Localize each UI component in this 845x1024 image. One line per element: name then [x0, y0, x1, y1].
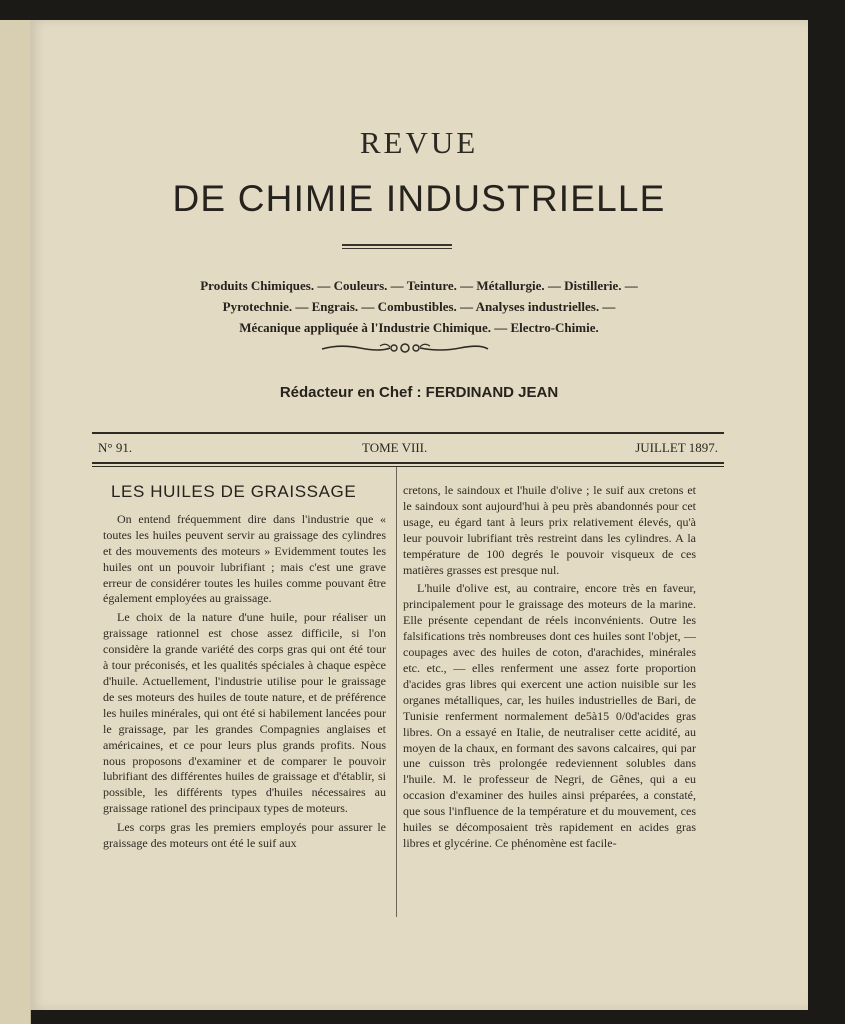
topics-line: Produits Chimiques. — Couleurs. — Teinture. — Métallurgie. — Distillerie. — — [200, 278, 638, 293]
article-paragraph: Le choix de la nature d'une huile, pour réaliser un graissage rationnel est chose assez difficile, si l'on considère la grande variété des corps gras qui ont été tour à tour préconisés, et les qualités spéciales à chaque espèce d'huile. Actuellement, l'industrie utilise pour le graissage de ses moteurs des huiles de toute nature, et de préférence les huiles minérales, qui ont été si habilement lancées pour le graissage, par les grandes Compagnies anglaises et américaines, et ce pour leurs plus grands profits. Nous nous proposons d'examiner et de comparer le pouvoir lubrifiant des différentes huiles de graissage et d'établir, si possible, les différents types d'huiles nécessaires au graissage rationel des principaux types de moteurs. — [103, 610, 386, 816]
editor-in-chief: Rédacteur en Chef : FERDINAND JEAN — [279, 384, 559, 401]
issue-rule-top — [92, 432, 724, 434]
topics-line: Mécanique appliquée à l'Industrie Chimique. — Electro-Chimie. — [239, 320, 599, 335]
title-divider — [342, 244, 452, 249]
article-paragraph: L'huile d'olive est, au contraire, encore très en faveur, principalement pour le graissage des moteurs de la marine. Elle présente cependant de réels inconvénients. Outre les falsifications très nombreuses dont ces huiles sont l'objet, — coupages avec des huiles de coton, d'arachides, minérales etc. etc., — elles renferment une assez forte proportion d'acides gras libres qui exercent une action nuisible sur les organes métalliques, car, les huiles industrielles de Bari, de Tunisie renferment normalement de5à15 0/0d'acides gras libres. On a essayé en Italie, de neutraliser cette acidité, au moyen de la chaux, en formant des savons calcaires, qui par une cuisson très prolongée redeviennent solubles dans l'huile. M. le professeur de Negri, de Gênes, qui a eu occasion d'examiner des huiles ainsi préparées, a constaté, que sous l'influence de la température et du mouvement, ces huiles se décomposaient très rapidement en acides gras libres et glycérine. Ce phénomène est facile- — [403, 581, 696, 850]
column-divider — [396, 467, 397, 917]
topics-line: Pyrotechnie. — Engrais. — Combustibles. — Analyses industrielles. — — [222, 299, 616, 314]
issue-date: JUILLET 1897. — [635, 440, 718, 455]
topics-list — [60, 275, 778, 338]
journal-subtitle: DE CHIMIE INDUSTRIELLE — [172, 178, 666, 219]
facing-page-edge — [0, 20, 31, 1024]
article-title: LES HUILES DE GRAISSAGE — [111, 482, 357, 501]
issue-volume: TOME VIII. — [362, 440, 428, 455]
article-paragraph: cretons, le saindoux et l'huile d'olive ; le suif aux cretons et le saindoux sont aujourd'hui à peu près abandonnés pour cet usage, eu égard tant à leurs prix relativement élevés, qu'à leur pouvoir lubrifiant très restreint dans les cylindres. A la température de 100 degrés le pouvoir visqueux de ces matières grasses est presque nul. — [403, 483, 696, 577]
article-paragraph: On entend fréquemment dire dans l'industrie que « toutes les huiles peuvent servir au graissage des cylindres et des mouvements des moteurs » Evidemment toutes les huiles ont un pouvoir lubrifiant ; mais c'est une grave erreur de considérer toutes les huiles comme pouvant être également employées au graissage. — [103, 511, 386, 606]
article-column-left — [103, 484, 386, 855]
article-paragraph: Les corps gras les premiers employés pour assurer le graissage des moteurs ont été le suif aux — [103, 820, 386, 851]
article-column-right — [403, 483, 696, 855]
journal-title: REVUE — [359, 125, 479, 160]
issue-number: N° 91. — [98, 440, 133, 455]
ornament-flourish-icon — [320, 340, 490, 356]
issue-rule-bottom — [92, 462, 724, 467]
journal-page — [30, 20, 808, 1010]
